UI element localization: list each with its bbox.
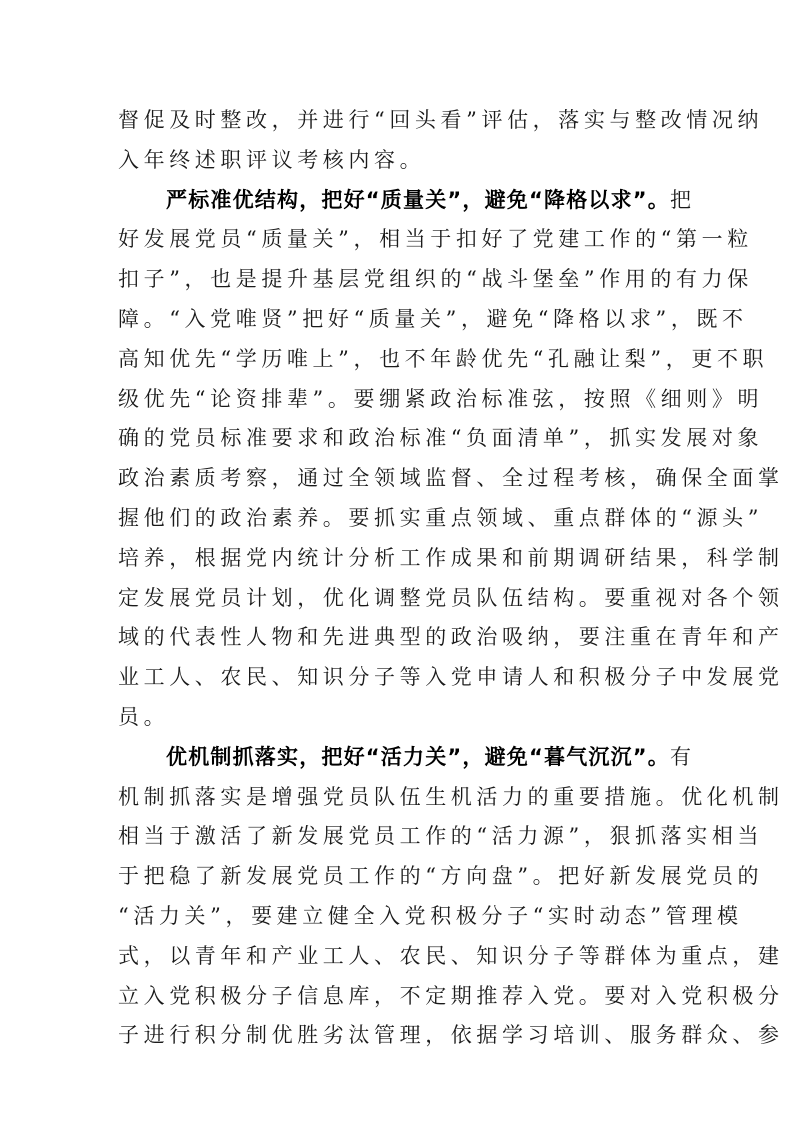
text-line: 督促及时整改，并进行“回头看”评估，落实与整改情况纳 (118, 108, 764, 132)
text-line: 于把稳了新发展党员工作的“方向盘”。把好新发展党员的 (118, 864, 764, 889)
paragraph-continuation (118, 101, 764, 181)
text-line: 域的代表性人物和先进典型的政治吸纳，要注重在青年和产 (118, 625, 784, 650)
text-line: 政治素质考察，通过全领域监督、全过程考核，确保全面掌 (118, 466, 784, 491)
text-line: 业工人、农民、知识分子等入党申请人和积极分子中发展党 (118, 665, 784, 690)
document-page (118, 101, 784, 1056)
text-line: 相当于激活了新发展党员工作的“活力源”，狠抓落实相当 (118, 824, 764, 849)
text-line-with-heading (118, 181, 696, 221)
text-line: 培养，根据党内统计分析工作成果和前期调研结果，科学制 (118, 545, 784, 570)
text-line: 机制抓落实是增强党员队伍生机活力的重要措施。优化机制 (118, 784, 784, 809)
text-line: 入年终述职评议考核内容。 (118, 147, 426, 172)
text-line: 员。 (118, 704, 170, 729)
text-line: 高知优先“学历唯上”，也不年龄优先“孔融让梨”，更不职 (118, 346, 769, 371)
text-line: 好发展党员“质量关”，相当于扣好了党建工作的“第一粒 (118, 227, 753, 252)
paragraph-vitality (118, 738, 784, 1056)
paragraph-quality (118, 181, 784, 738)
paragraph-heading: 优机制抓落实，把好“活力关”，避免“暮气沉沉”。 (166, 744, 671, 769)
text-line: 式，以青年和产业工人、农民、知识分子等群体为重点，建 (118, 943, 784, 968)
text-fragment: 把 (670, 187, 696, 212)
text-line: “活力关”，要建立健全入党积极分子“实时动态”管理模 (118, 903, 743, 928)
text-line-with-heading (118, 738, 696, 778)
text-line: 扣子”，也是提升基层党组织的“战斗堡垒”作用的有力保 (118, 267, 753, 292)
text-line: 子进行积分制优胜劣汰管理，依据学习培训、服务群众、参 (118, 1023, 784, 1048)
text-line: 立入党积极分子信息库，不定期推荐入党。要对入党积极分 (118, 983, 784, 1008)
text-line: 握他们的政治素养。要抓实重点领域、重点群体的“源头” (118, 505, 764, 530)
text-line: 确的党员标准要求和政治标准“负面清单”，抓实发展对象 (118, 426, 764, 451)
text-line: 级优先“论资排辈”。要绷紧政治标准弦，按照《细则》明 (118, 386, 764, 411)
text-fragment: 有 (670, 744, 696, 769)
paragraph-heading: 严标准优结构，把好“质量关”，避免“降格以求”。 (166, 187, 671, 212)
text-line: 定发展党员计划，优化调整党员队伍结构。要重视对各个领 (118, 585, 784, 610)
text-line: 障。“入党唯贤”把好“质量关”，避免“降格以求”，既不 (118, 306, 748, 331)
